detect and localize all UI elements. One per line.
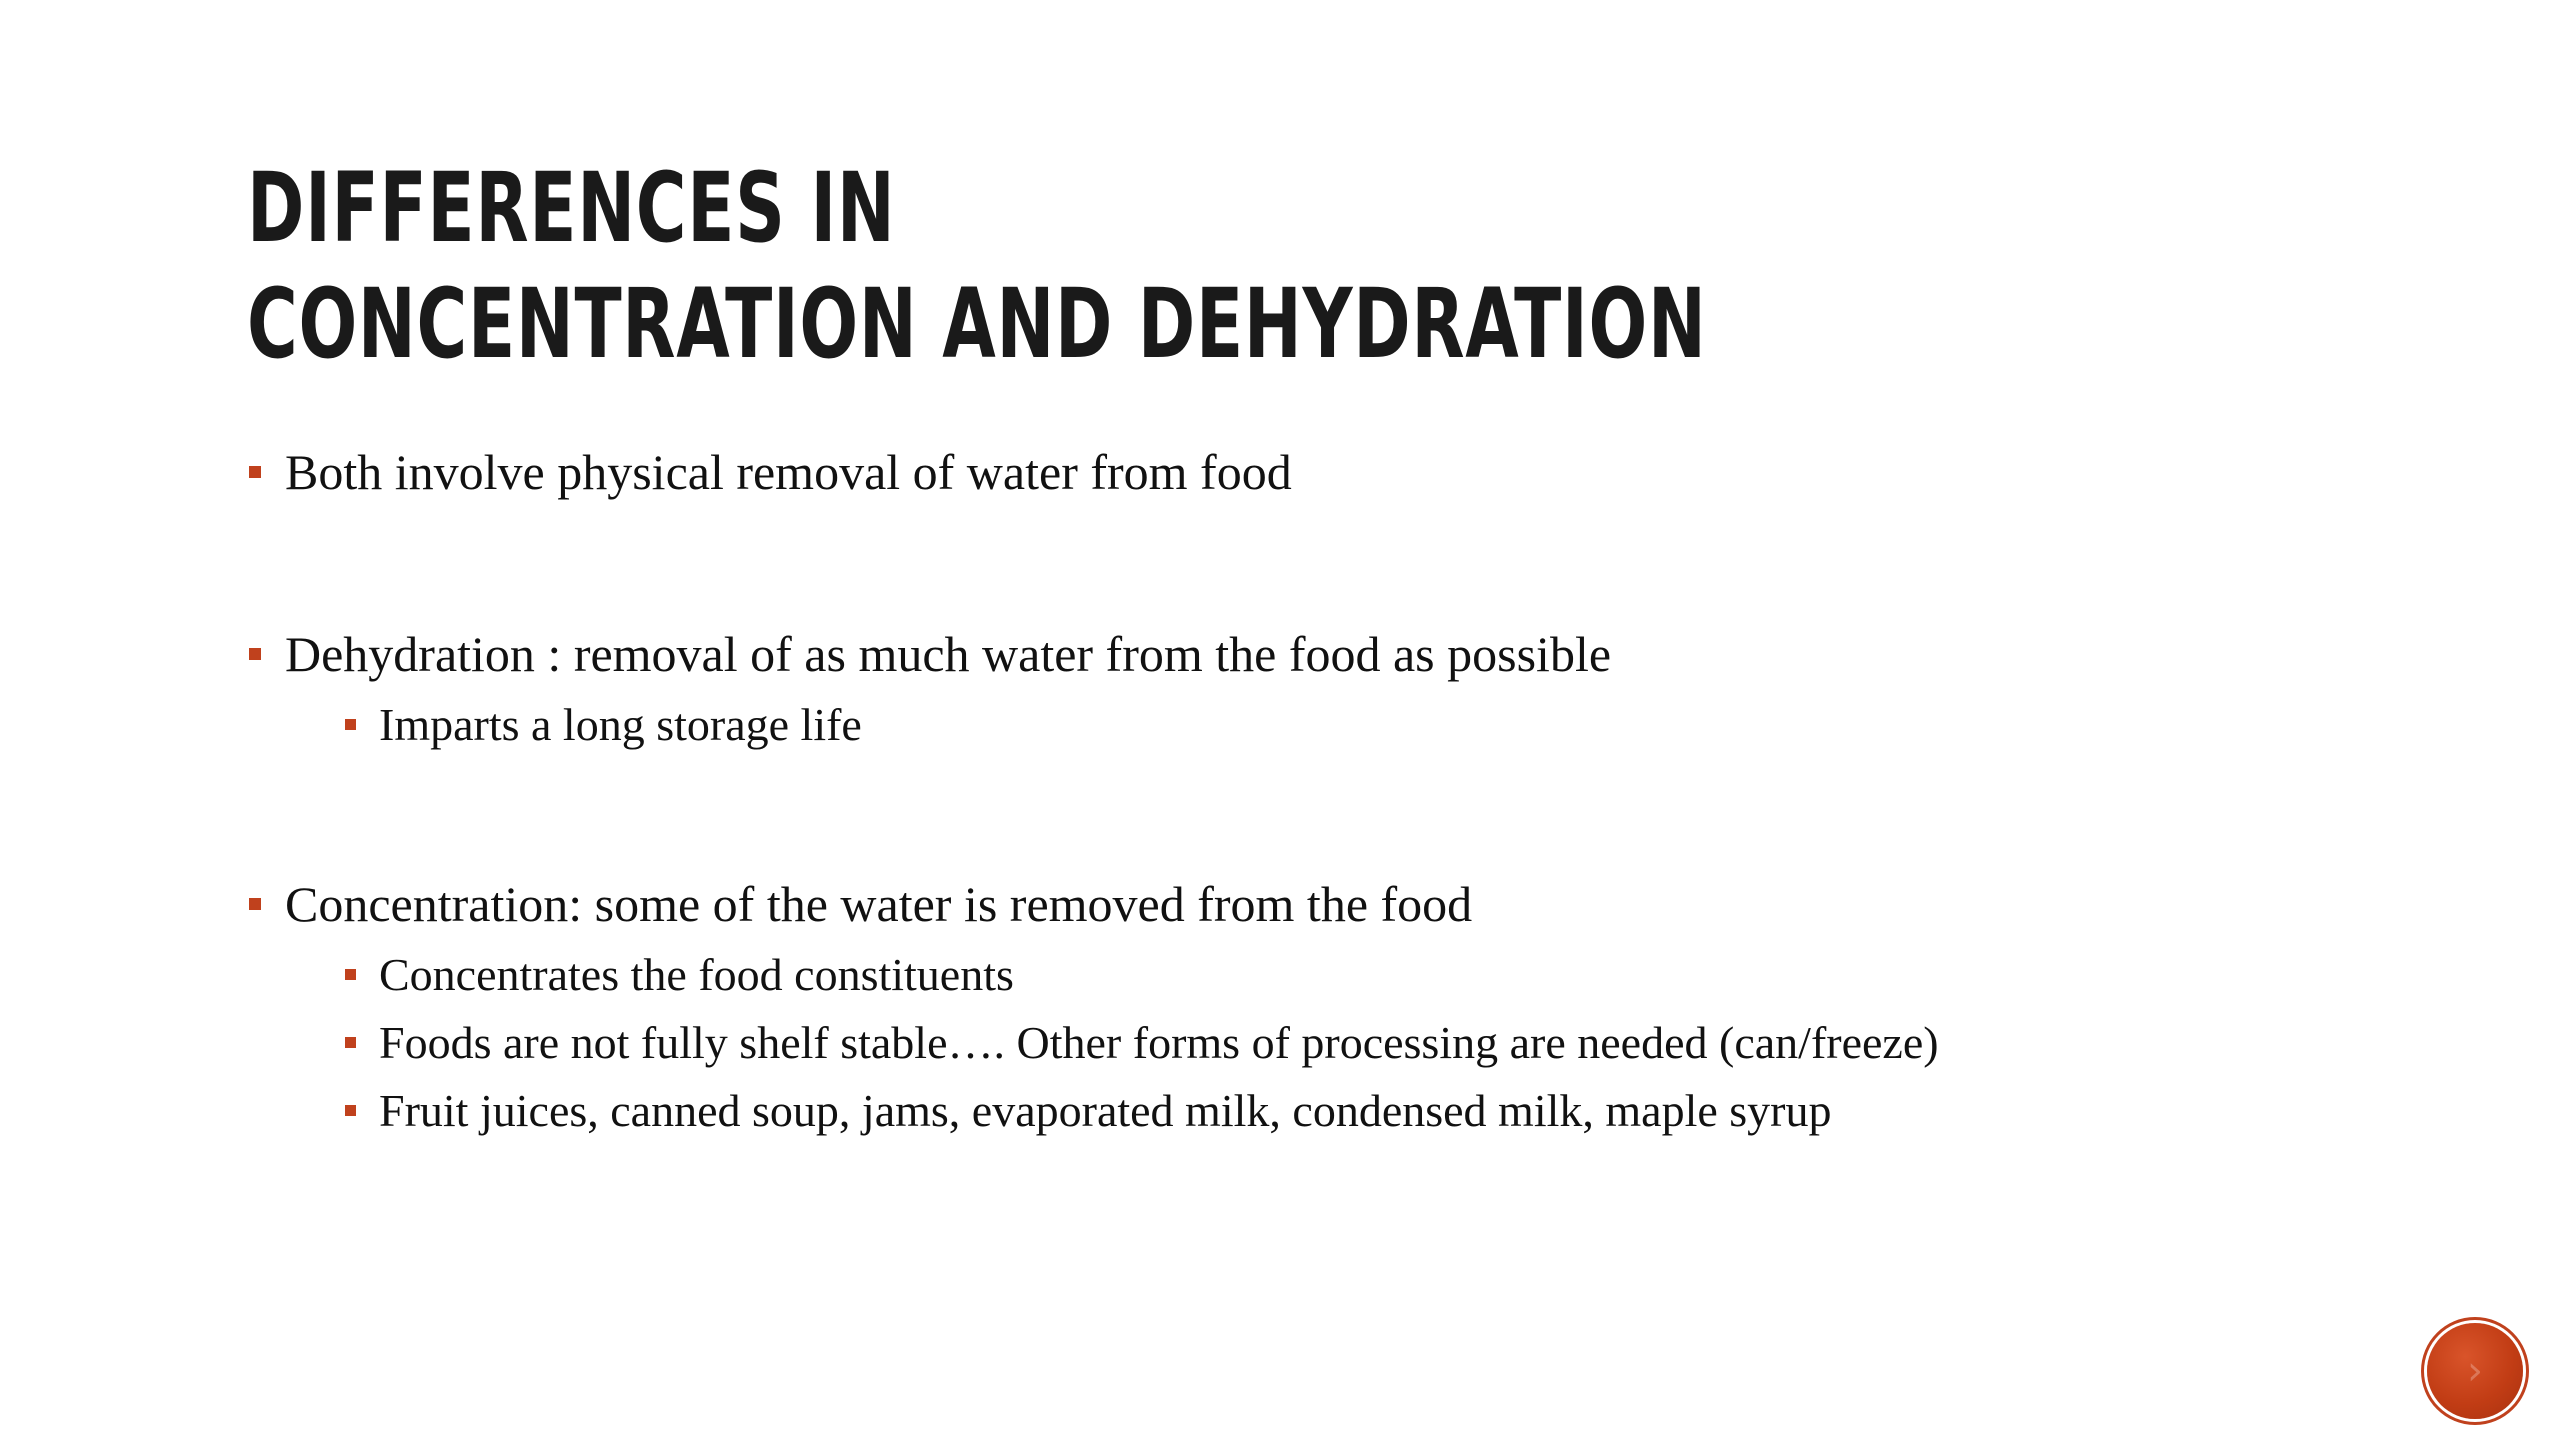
slide-title-line-2: CONCENTRATION AND DEHYDRATION [247, 268, 1707, 380]
bullet-item [247, 440, 2347, 504]
bullet-text: Both involve physical removal of water from food [285, 444, 1292, 500]
sub-bullet-item [343, 946, 2347, 1004]
slide-title [247, 150, 1707, 382]
bullet-text: Dehydration : removal of as much water from the food as possible [285, 626, 1612, 682]
bullet-list [247, 440, 2347, 1140]
sub-bullet-text: Foods are not fully shelf stable…. Other forms of processing are needed (can/freeze) [379, 1017, 1939, 1068]
slide-title-line-1: DIFFERENCES IN [247, 152, 896, 264]
sub-bullet-text: Concentrates the food constituents [379, 949, 1014, 1000]
sub-bullet-text: Fruit juices, canned soup, jams, evaporated milk, condensed milk, maple syrup [379, 1085, 1832, 1136]
sub-bullet-item [343, 1014, 2347, 1072]
sub-bullet-list [285, 696, 2347, 754]
sub-bullet-item [343, 696, 2347, 754]
bullet-marker-icon [249, 898, 261, 910]
sub-bullet-marker-icon [345, 969, 356, 980]
next-slide-icon: › [2467, 1348, 2483, 1394]
bullet-marker-icon [249, 466, 261, 478]
sub-bullet-item [343, 1082, 2347, 1140]
sub-bullet-marker-icon [345, 1105, 356, 1116]
sub-bullet-list [285, 946, 2347, 1140]
sub-bullet-marker-icon [345, 719, 356, 730]
sub-bullet-text: Imparts a long storage life [379, 699, 862, 750]
bullet-marker-icon [249, 648, 261, 660]
next-slide-button[interactable] [2427, 1323, 2523, 1419]
bullet-item [247, 872, 2347, 1140]
bullet-item [247, 622, 2347, 754]
sub-bullet-marker-icon [345, 1037, 356, 1048]
bullet-text: Concentration: some of the water is removed from the food [285, 876, 1473, 932]
